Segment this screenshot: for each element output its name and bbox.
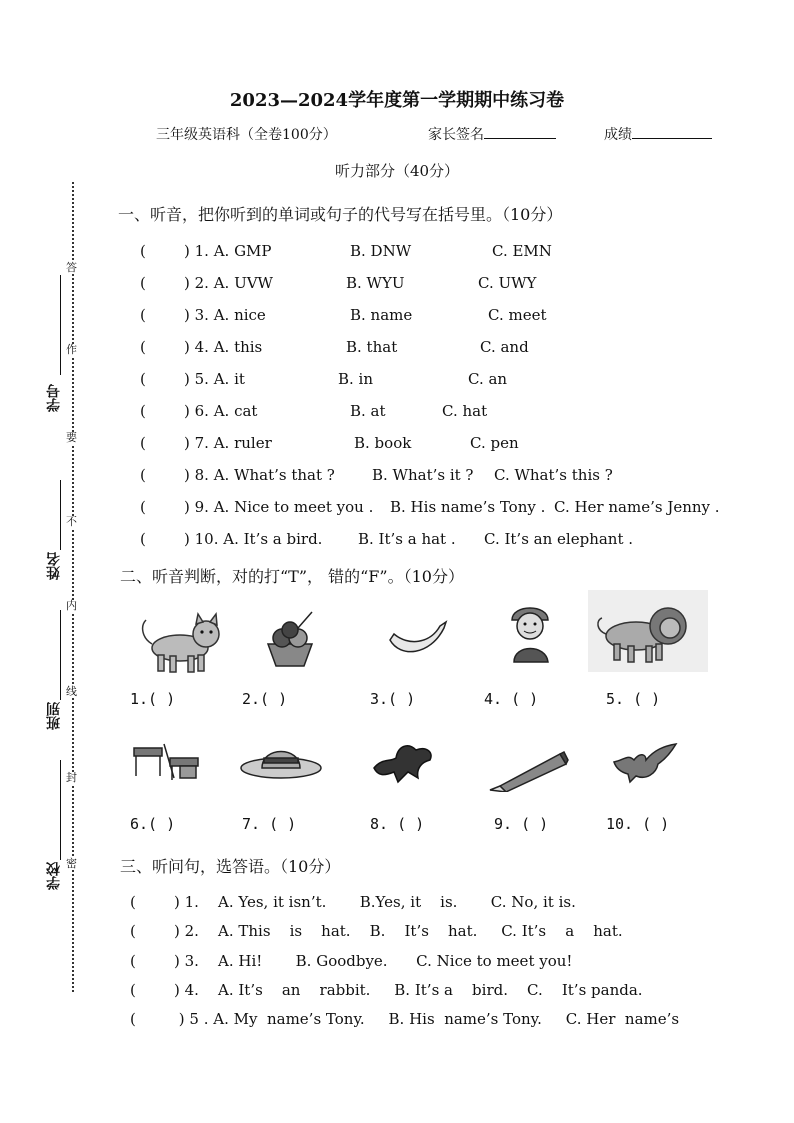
option-b: B. book [354,434,412,452]
question-item[interactable]: ( ) 4. A. It’s an rabbit. B. It’s a bird. C. It’s panda. [130,981,643,999]
option-a: ) 3. A. nice [184,306,266,324]
option-c: C. What’s this ? [494,466,613,484]
option-b: B. DNW [350,242,412,260]
seal-char: 线 [66,685,77,698]
seal-char: 不 [66,515,77,528]
option-a: ) 5. A. it [184,370,245,388]
answer-blank-2[interactable]: 2.( ) [242,690,288,708]
score-field[interactable] [604,124,712,144]
option-b: B. that [346,338,398,356]
answer-paren[interactable]: ( [140,434,146,452]
answer-paren[interactable]: ( [140,466,146,484]
question-item[interactable] [140,306,740,324]
school-line [60,760,61,860]
class-line [60,610,61,700]
question-item[interactable]: ( ) 5 . A. My name’s Tony. B. His name’s Tony. C. Her name’s [130,1010,680,1028]
score-label: 成绩 [604,127,632,143]
option-b: B. at [350,402,386,420]
option-a: ) 2. A. UVW [184,274,273,292]
part2-heading: 二、听音判断，对的打“T”， 错的“F”。（10分） [120,567,464,586]
answer-blank-5[interactable]: 5. ( ) [606,690,661,708]
option-c: C. hat [442,402,488,420]
option-a: ) 1. A. GMP [184,242,272,260]
answer-paren[interactable]: ( [140,370,146,388]
banana-picture [386,618,450,660]
answer-paren[interactable]: ( [140,498,146,516]
pencil-picture [486,748,570,792]
bird-picture-1 [368,738,440,786]
option-c: C. UWY [478,274,537,292]
option-a: ) 7. A. ruler [184,434,272,452]
option-b: B. His name’s Tony . [390,498,546,516]
parent-sign-label: 家长签名 [428,127,484,143]
question-item[interactable]: ( ) 3. A. Hi! B. Goodbye. C. Nice to meet you! [130,952,573,970]
name-line [60,480,61,550]
ice-cream-picture [258,608,322,670]
answer-paren[interactable]: ( [140,402,146,420]
answer-paren[interactable]: ( [140,530,146,548]
answer-blank-1[interactable]: 1.( ) [130,690,176,708]
question-item[interactable] [140,274,740,292]
seal-char: 密 [66,857,77,870]
option-c: C. meet [488,306,547,324]
option-c: C. pen [470,434,519,452]
answer-blank-6[interactable]: 6.( ) [130,815,176,833]
option-a: ) 6. A. cat [184,402,258,420]
desks-picture [132,742,200,782]
boy-picture [502,600,560,664]
option-c: C. Her name’s Jenny . [554,498,720,516]
question-item[interactable] [140,370,740,388]
seal-char: 要 [66,431,77,444]
answer-paren[interactable]: ( [140,306,146,324]
option-a: ) 4. A. this [184,338,263,356]
question-item[interactable] [140,338,740,356]
option-b: B. It’s a hat . [358,530,456,548]
answer-paren[interactable]: ( [140,242,146,260]
question-item[interactable] [140,434,740,452]
seal-char: 答 [66,261,77,274]
question-item[interactable]: ( ) 2. A. This is hat. B. It’s hat. C. It’s a hat. [130,922,623,940]
seal-char: 封 [66,771,77,784]
seal-char: 作 [66,343,77,356]
school-label: 学校 [46,862,62,890]
option-b: B. name [350,306,413,324]
student-id-line [60,275,61,375]
class-label: 班别 [46,702,62,730]
option-c: C. an [468,370,508,388]
answer-paren[interactable]: ( [140,338,146,356]
option-a: ) 10. A. It’s a bird. [184,530,323,548]
binding-dotted-line [72,182,74,992]
seal-char: 内 [66,599,77,612]
score-blank[interactable] [632,126,712,139]
option-b: B. in [338,370,374,388]
section-title: 听力部分（40分） [334,162,460,180]
question-item[interactable] [140,466,740,484]
answer-blank-9[interactable]: 9. ( ) [494,815,549,833]
parent-sign-blank[interactable] [484,126,556,139]
answer-paren[interactable]: ( [140,274,146,292]
option-c: C. It’s an elephant . [484,530,634,548]
answer-blank-7[interactable]: 7. ( ) [242,815,297,833]
name-label: 姓名 [46,552,62,580]
bird-picture-2 [610,738,682,784]
page-title: 2023—2024学年度第一学期期中练习卷 [229,90,565,111]
option-c: C. EMN [492,242,552,260]
answer-blank-8[interactable]: 8. ( ) [370,815,425,833]
question-item[interactable]: ( ) 1. A. Yes, it isn’t. B.Yes, it is. C. No, it is. [130,893,576,911]
student-id-label: 学号 [46,384,62,412]
question-item[interactable] [140,242,740,260]
question-item[interactable] [140,402,740,420]
option-b: B. What’s it ? [372,466,474,484]
cat-picture [136,610,228,676]
subject-info: 三年级英语科（全卷100分） [156,127,337,143]
question-item[interactable] [140,498,740,516]
lion-picture [588,590,708,672]
answer-blank-4[interactable]: 4. ( ) [484,690,539,708]
option-b: B. WYU [346,274,405,292]
question-item[interactable] [140,530,740,548]
option-c: C. and [480,338,529,356]
answer-blank-3[interactable]: 3.( ) [370,690,416,708]
part1-heading: 一、听音，把你听到的单词或句子的代号写在括号里。（10分） [118,205,563,224]
parent-sign-field[interactable] [428,124,556,144]
answer-blank-10[interactable]: 10. ( ) [606,815,670,833]
part3-heading: 三、听问句，选答语。（10分） [120,857,341,876]
option-a: ) 8. A. What’s that ? [184,466,335,484]
option-a: ) 9. A. Nice to meet you . [184,498,374,516]
hat-picture [238,740,324,780]
